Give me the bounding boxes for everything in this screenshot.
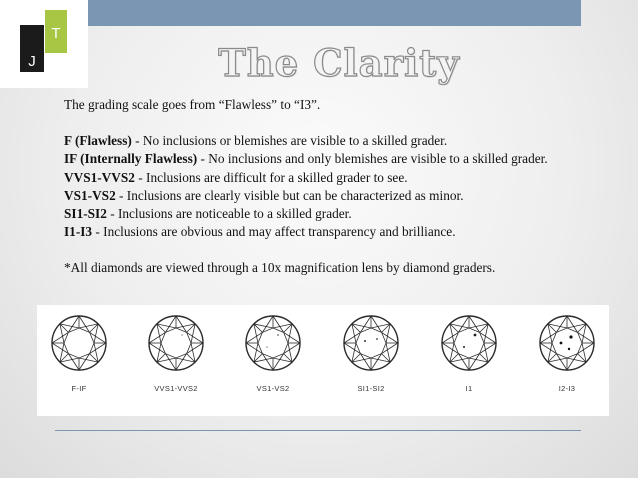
grade-code: VVS1-VVS2 bbox=[64, 169, 135, 185]
grade-code: IF (Internally Flawless) bbox=[64, 151, 198, 167]
grade-desc: - No inclusions and only blemishes are visible to a skilled grader. bbox=[197, 151, 548, 167]
grade-line-i bbox=[64, 223, 624, 241]
grade-desc: - No inclusions or blemishes are visible to a skilled grader. bbox=[131, 133, 448, 149]
slide-title: The Clarity bbox=[218, 41, 460, 85]
grade-desc: - Inclusions are noticeable to a skilled grader. bbox=[106, 206, 352, 222]
header-bar bbox=[88, 0, 581, 26]
grade-line-f bbox=[64, 132, 624, 150]
logo-letter-t: T bbox=[51, 25, 61, 42]
clarity-diagram-panel bbox=[37, 305, 609, 416]
intro-text: The grading scale goes from “Flawless” to “I3”. bbox=[64, 97, 321, 112]
footer-divider bbox=[55, 430, 581, 431]
diagram-label: SI1-SI2 bbox=[357, 384, 385, 393]
grade-code: F (Flawless) bbox=[64, 133, 132, 149]
grade-desc: - Inclusions are clearly visible but can be characterized as minor. bbox=[115, 187, 464, 203]
footnote-text: *All diamonds are viewed through a 10x magnification lens by diamond graders. bbox=[64, 260, 496, 276]
grade-code: SI1-SI2 bbox=[64, 206, 107, 222]
grade-line-vvs bbox=[64, 169, 624, 187]
diamond-i1-icon bbox=[439, 313, 499, 373]
diagram-label: I2-I3 bbox=[558, 384, 576, 393]
diamond-vs-icon bbox=[243, 313, 303, 373]
logo-letter-j: J bbox=[28, 53, 36, 70]
grade-desc: - Inclusions are difficult for a skilled grader to see. bbox=[134, 169, 408, 185]
diamond-i2-i3-icon bbox=[537, 313, 597, 373]
diagram-label: VVS1-VVS2 bbox=[154, 384, 198, 393]
grade-line-vs bbox=[64, 187, 624, 205]
grade-line-si bbox=[64, 205, 624, 223]
diagram-label: I1 bbox=[465, 384, 473, 393]
diamond-f-if-icon bbox=[49, 313, 109, 373]
grade-code: VS1-VS2 bbox=[64, 187, 116, 203]
slide-body bbox=[64, 96, 624, 278]
grade-line-if bbox=[64, 150, 624, 168]
diagram-label: F-IF bbox=[71, 384, 87, 393]
diamond-vvs-icon bbox=[146, 313, 206, 373]
diagram-label: VS1-VS2 bbox=[256, 384, 290, 393]
grade-desc: - Inclusions are obvious and may affect transparency and brilliance. bbox=[92, 224, 456, 240]
grade-code: I1-I3 bbox=[64, 224, 93, 240]
diamond-si-icon bbox=[341, 313, 401, 373]
